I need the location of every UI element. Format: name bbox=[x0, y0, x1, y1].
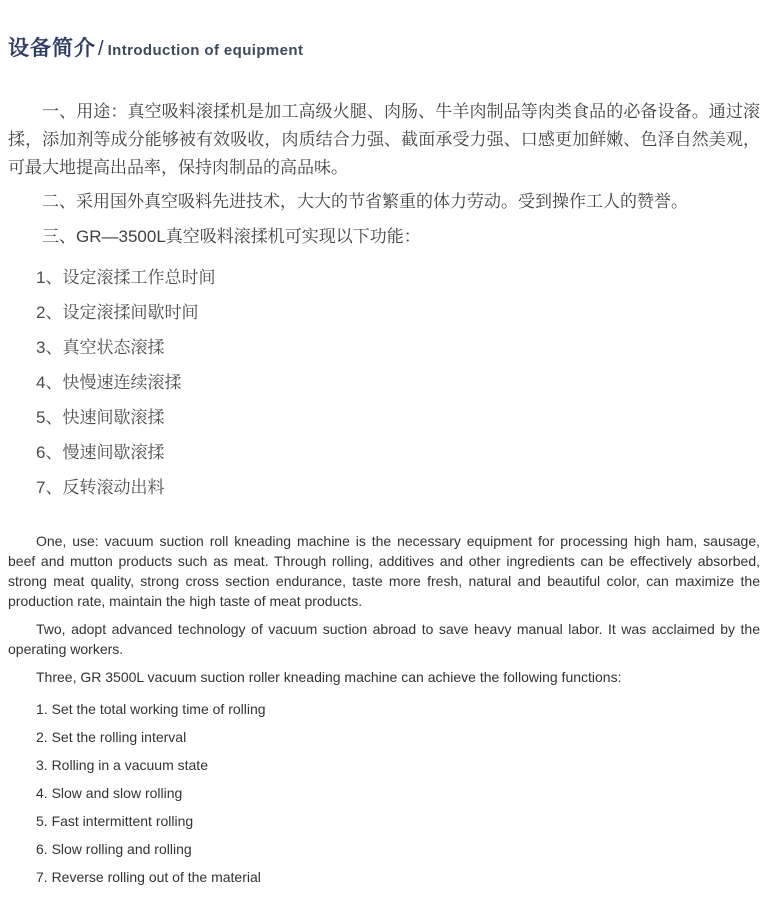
en-feature-item: 4. Slow and slow rolling bbox=[36, 785, 183, 801]
cn-paragraph-usage: 一、用途：真空吸料滚揉机是加工高级火腿、肉肠、牛羊肉制品等肉类食品的必备设备。通过滚揉，添加剂等成分能够被有效吸收，肉质结合力强、截面承受力强、口感更加鲜嫩、色泽自然美观，可最大地提高出品率，保持肉制品的高品味。 bbox=[8, 102, 760, 177]
en-feature-list bbox=[8, 695, 760, 891]
cn-feature-item: 6、慢速间歇滚揉 bbox=[36, 443, 165, 462]
cn-feature-item: 5、快速间歇滚揉 bbox=[36, 408, 165, 427]
english-description-section bbox=[8, 531, 760, 891]
en-paragraph-functions-intro: Three, GR 3500L vacuum suction roller kneading machine can achieve the following functions: bbox=[36, 669, 622, 685]
cn-paragraph-functions-intro: 三、GR—3500L真空吸料滚揉机可实现以下功能： bbox=[42, 227, 421, 246]
page-title-english: Introduction of equipment bbox=[107, 42, 304, 59]
cn-feature-item: 3、真空状态滚揉 bbox=[36, 338, 165, 357]
en-feature-item: 3. Rolling in a vacuum state bbox=[36, 757, 208, 773]
en-feature-item: 6. Slow rolling and rolling bbox=[36, 841, 192, 857]
en-paragraph-usage: One, use: vacuum suction roll kneading machine is the necessary equipment for processing high ham, sausage, beef and mutton products such as meat. Through rolling, additives and other ingredients can be effectively absorbed, strong meat quality, strong cross section endurance, taste more fresh, natural and beautiful color, can maximize the production rate, maintain the high taste of meat products. bbox=[8, 533, 760, 609]
en-feature-item: 7. Reverse rolling out of the material bbox=[36, 869, 261, 885]
cn-feature-item: 7、反转滚动出料 bbox=[36, 478, 165, 497]
page-title bbox=[8, 32, 760, 62]
cn-feature-item: 4、快慢速连续滚揉 bbox=[36, 373, 182, 392]
title-slash-divider: / bbox=[98, 38, 104, 60]
cn-feature-list bbox=[8, 258, 760, 503]
cn-feature-item: 1、设定滚揉工作总时间 bbox=[36, 268, 216, 287]
en-feature-item: 5. Fast intermittent rolling bbox=[36, 813, 194, 829]
en-feature-item: 1. Set the total working time of rolling bbox=[36, 701, 266, 717]
en-paragraph-technology: Two, adopt advanced technology of vacuum suction abroad to save heavy manual labor. It was acclaimed by the operating workers. bbox=[8, 621, 760, 657]
page-title-chinese: 设备简介 bbox=[8, 37, 96, 60]
cn-feature-item: 2、设定滚揉间歇时间 bbox=[36, 303, 199, 322]
cn-paragraph-technology: 二、采用国外真空吸料先进技术，大大的节省繁重的体力劳动。受到操作工人的赞誉。 bbox=[42, 192, 688, 211]
en-feature-item: 2. Set the rolling interval bbox=[36, 729, 187, 745]
chinese-description-section bbox=[8, 98, 760, 503]
